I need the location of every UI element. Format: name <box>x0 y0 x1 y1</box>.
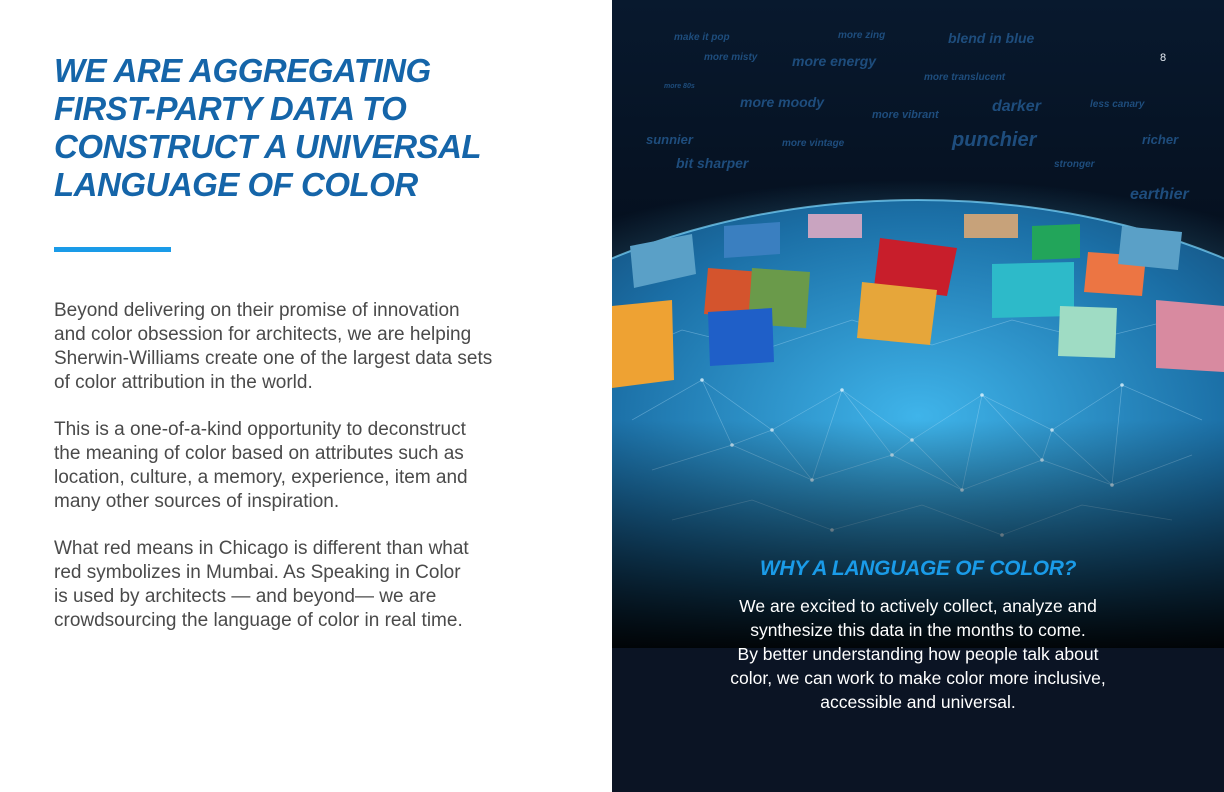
paragraph-line: many other sources of inspiration. <box>54 491 340 512</box>
word-cloud-term: earthier <box>1130 186 1189 203</box>
word-cloud-term: more energy <box>792 53 877 69</box>
body-paragraph <box>54 299 564 395</box>
sidebar-line: synthesize this data in the months to come. <box>750 620 1086 640</box>
word-cloud-term: richer <box>1142 132 1179 147</box>
sidebar-line: By better understanding how people talk about <box>737 644 1099 664</box>
word-cloud-term: more translucent <box>924 72 1006 83</box>
paragraph-line: red symbolizes in Mumbai. As Speaking in Color <box>54 562 461 583</box>
paragraph-line: location, culture, a memory, experience, item and <box>54 467 468 488</box>
page-number: 8 <box>1160 52 1167 64</box>
body-paragraph <box>54 418 564 514</box>
word-cloud-term: sunnier <box>646 132 693 147</box>
sidebar-line: accessible and universal. <box>820 692 1016 712</box>
word-cloud-term: stronger <box>1054 159 1095 170</box>
paragraph-line: What red means in Chicago is different than what <box>54 538 469 559</box>
headline-line: CONSTRUCT A UNIVERSAL <box>54 128 482 165</box>
paragraph-line: and color obsession for architects, we are helping <box>54 324 472 345</box>
paragraph-line: crowdsourcing the language of color in real time. <box>54 610 463 631</box>
sidebar-line: color, we can work to make color more inclusive, <box>730 668 1106 688</box>
headline-line: FIRST-PARTY DATA TO <box>54 90 407 127</box>
word-cloud <box>646 30 1189 203</box>
word-cloud-term: more misty <box>704 52 758 63</box>
page-headline <box>54 52 574 204</box>
paragraph-line: of color attribution in the world. <box>54 372 313 393</box>
sidebar-body <box>612 594 1224 714</box>
sidebar-title: WHY A LANGUAGE OF COLOR? <box>759 557 1077 580</box>
headline-line: WE ARE AGGREGATING <box>54 52 431 89</box>
word-cloud-term: darker <box>992 98 1041 115</box>
word-cloud-term: punchier <box>952 129 1037 151</box>
word-cloud-term: more 80s <box>664 83 695 90</box>
sidebar-line: We are excited to actively collect, analyze and <box>739 596 1097 616</box>
word-cloud-term: more zing <box>838 30 886 41</box>
accent-rule <box>54 247 171 252</box>
paragraph-line: Beyond delivering on their promise of innovation <box>54 300 460 321</box>
word-cloud-term: less canary <box>1090 99 1145 110</box>
word-cloud-term: make it pop <box>674 32 730 43</box>
paragraph-line: This is a one-of-a-kind opportunity to deconstruct <box>54 419 466 440</box>
paragraph-line: Sherwin-Williams create one of the largest data sets <box>54 348 493 369</box>
word-cloud-term: bit sharper <box>676 155 749 171</box>
word-cloud-term: more moody <box>740 94 825 110</box>
word-cloud-term: more vibrant <box>872 109 939 121</box>
headline-line: LANGUAGE OF COLOR <box>54 166 418 203</box>
word-cloud-term: more vintage <box>782 138 845 149</box>
word-cloud-term: blend in blue <box>948 30 1035 46</box>
paragraph-line: the meaning of color based on attributes such as <box>54 443 464 464</box>
paragraph-line: is used by architects — and beyond— we are <box>54 586 437 607</box>
body-paragraph <box>54 537 564 633</box>
